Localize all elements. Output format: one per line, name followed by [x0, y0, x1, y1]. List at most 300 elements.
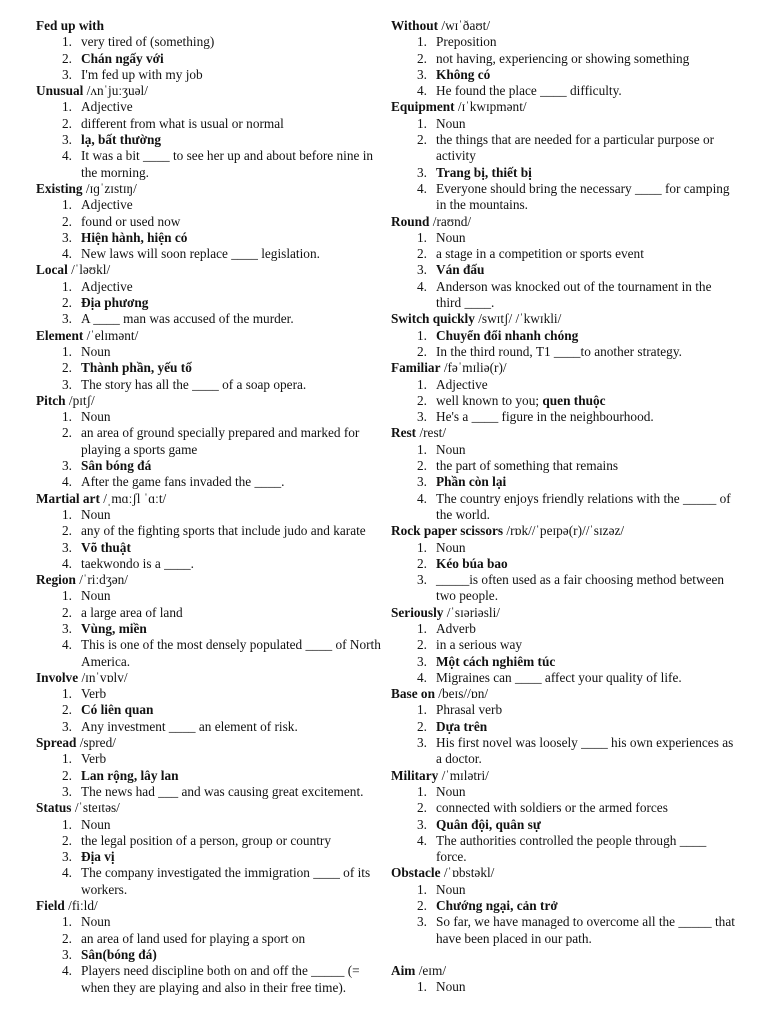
list-text	[81, 507, 111, 522]
list-number: 2.	[417, 718, 427, 734]
list-item	[36, 686, 382, 702]
list-number: 3.	[62, 620, 72, 636]
list-item	[36, 963, 382, 996]
list-number: 2.	[417, 555, 427, 571]
list-item	[391, 800, 736, 816]
list-text-content: Sân bóng đá	[81, 458, 152, 474]
list-text	[436, 817, 541, 832]
vocab-entry	[36, 491, 382, 572]
entry-word: Without	[391, 18, 439, 33]
entry-heading	[36, 898, 382, 914]
vocab-entry	[391, 523, 736, 604]
list-item	[36, 474, 382, 490]
list-number: 4.	[62, 474, 72, 490]
list-text-content: a stage in a competition or sports event	[436, 246, 644, 262]
list-item	[36, 230, 382, 246]
entry-word: Pitch	[36, 392, 66, 408]
list-item	[36, 621, 382, 637]
list-text-content: Kéo búa bao	[436, 555, 508, 571]
entry-list	[36, 686, 382, 735]
entry-pronunciation: /pɪtʃ/	[68, 392, 95, 408]
list-number: 3.	[62, 132, 72, 148]
list-text-content: Migraines can ____ affect your quality of life.	[436, 669, 682, 685]
list-number: 1.	[417, 979, 427, 995]
list-number: 2.	[417, 246, 427, 262]
list-item	[391, 654, 736, 670]
list-item	[36, 425, 382, 458]
list-number: 2.	[62, 425, 72, 441]
entry-heading	[391, 768, 736, 784]
entry-heading	[36, 18, 382, 34]
list-number: 1.	[62, 588, 72, 604]
list-text-content: an area of land used for playing a sport on	[81, 930, 306, 946]
list-number: 4.	[417, 669, 427, 685]
list-text	[436, 344, 682, 359]
list-number: 3.	[417, 914, 427, 930]
list-number: 3.	[62, 539, 72, 555]
list-item	[391, 165, 736, 181]
list-text-content: Verb	[81, 751, 107, 767]
list-text	[81, 148, 373, 179]
entry-pronunciation: /wɪˈðaʊt/	[441, 18, 491, 33]
list-text	[81, 116, 284, 131]
list-text-content: lạ, bất thường	[81, 132, 161, 148]
entry-heading	[391, 686, 736, 702]
list-item	[36, 197, 382, 213]
list-item	[391, 344, 736, 360]
entry-list	[36, 588, 382, 669]
entry-heading	[36, 181, 382, 197]
entry-heading	[391, 605, 736, 621]
list-item	[391, 540, 736, 556]
entry-list	[391, 377, 736, 426]
list-text-content: Lan rộng, lây lan	[81, 767, 179, 783]
entry-heading	[391, 963, 736, 979]
list-text-content: Ván đấu	[436, 262, 485, 278]
translation-text: quen thuộc	[542, 392, 606, 408]
list-item	[36, 214, 382, 230]
list-text	[436, 882, 466, 897]
list-item	[36, 507, 382, 523]
vocab-entry	[36, 181, 382, 262]
entry-pronunciation: /fəˈmɪliə(r)/	[443, 360, 507, 376]
list-number: 1.	[417, 702, 427, 718]
list-number: 2.	[62, 702, 72, 718]
list-text	[436, 393, 606, 408]
list-text	[81, 197, 133, 212]
list-text-content: Noun	[81, 506, 111, 522]
list-item	[36, 458, 382, 474]
list-number: 3.	[417, 409, 427, 425]
entry-word: Region	[36, 572, 76, 588]
list-text	[436, 246, 644, 261]
entry-list	[36, 34, 382, 83]
entry-heading	[36, 83, 382, 99]
list-text	[436, 181, 730, 212]
entry-pronunciation: /ˈɒbstəkl/	[443, 865, 495, 881]
entry-list	[36, 99, 382, 180]
list-number: 1.	[417, 229, 427, 245]
list-text	[81, 621, 147, 636]
entry-word: Equipment	[391, 99, 455, 115]
entry-word: Involve	[36, 669, 79, 685]
list-number: 1.	[62, 409, 72, 425]
list-text-content: Preposition	[436, 34, 497, 50]
list-number: 4.	[417, 490, 427, 506]
list-text-content: different from what is usual or normal	[81, 115, 284, 131]
list-text	[436, 621, 476, 636]
entry-pronunciation: /eɪm/	[418, 962, 447, 978]
entry-list	[36, 197, 382, 262]
vocab-entry	[36, 393, 382, 491]
list-text	[81, 833, 331, 848]
list-text-content: the part of something that remains	[436, 458, 619, 474]
list-text	[436, 474, 506, 489]
vocab-entry	[36, 898, 382, 996]
vocab-entry	[391, 18, 736, 99]
list-text-content: found or used now	[81, 213, 181, 229]
list-number: 4.	[417, 180, 427, 196]
list-number: 2.	[62, 213, 72, 229]
list-text	[81, 344, 111, 359]
list-number: 3.	[417, 572, 427, 588]
entry-heading	[391, 523, 736, 539]
list-text	[81, 523, 366, 538]
list-text	[81, 377, 306, 392]
entry-list	[391, 230, 736, 311]
list-text	[436, 735, 733, 766]
list-text-content: Không có	[436, 66, 491, 82]
list-text-content: Adjective	[436, 376, 488, 392]
list-text-content: The story has all the ____ of a soap opera.	[81, 376, 307, 392]
vocab-entry	[391, 214, 736, 312]
list-number: 1.	[417, 327, 427, 343]
entry-word: Field	[36, 898, 65, 914]
list-text-content: So far, we have managed to overcome all the _____ that have been placed in our path.	[436, 914, 735, 946]
list-text-content: He found the place ____ difficulty.	[436, 83, 622, 99]
list-text	[436, 51, 689, 66]
list-number: 2.	[417, 458, 427, 474]
vocab-entry	[391, 360, 736, 425]
list-item	[391, 377, 736, 393]
list-text	[436, 979, 466, 994]
list-text	[436, 409, 654, 424]
list-number: 2.	[62, 360, 72, 376]
list-number: 3.	[417, 164, 427, 180]
vocab-entry	[391, 99, 736, 213]
list-text	[436, 116, 466, 131]
entry-list	[36, 409, 382, 490]
list-text-content: A ____ man was accused of the murder.	[81, 311, 294, 327]
vocab-entry	[391, 425, 736, 523]
list-number: 1.	[62, 686, 72, 702]
entry-pronunciation: /ˈləʊkl/	[71, 262, 111, 278]
entry-word: Status	[36, 800, 72, 816]
list-text	[81, 719, 298, 734]
list-text	[81, 540, 131, 555]
list-item	[36, 295, 382, 311]
list-item	[391, 181, 736, 214]
entry-heading	[391, 214, 736, 230]
list-number: 1.	[62, 99, 72, 115]
list-text-content: I'm fed up with my job	[81, 66, 203, 82]
list-text-content: Players need discipline both on and off the _____ (= when they are playing and also in their free time).	[81, 963, 360, 995]
list-text	[81, 279, 133, 294]
list-text-content: connected with soldiers or the armed forces	[436, 800, 668, 816]
vocab-entry	[391, 605, 736, 686]
list-number: 3.	[62, 311, 72, 327]
list-text-content: any of the fighting sports that include judo and karate	[81, 523, 366, 539]
list-item	[36, 311, 382, 327]
list-text-content: Noun	[436, 539, 466, 555]
list-number: 3.	[62, 229, 72, 245]
list-item	[391, 491, 736, 524]
entry-pronunciation: /ɪnˈvɒlv/	[81, 669, 128, 685]
list-text-content: very tired of (something)	[81, 34, 215, 50]
list-item	[36, 931, 382, 947]
vocab-entry	[391, 686, 736, 767]
entry-heading	[391, 360, 736, 376]
entry-list	[36, 817, 382, 898]
vocab-entry	[391, 963, 736, 996]
list-number: 2.	[417, 50, 427, 66]
entry-word: Aim	[391, 962, 416, 978]
list-number: 1.	[62, 343, 72, 359]
list-item	[391, 116, 736, 132]
list-text-content: the things that are needed for a particular purpose or activity	[436, 132, 715, 164]
list-text	[81, 605, 183, 620]
list-item	[36, 99, 382, 115]
list-text	[436, 898, 558, 913]
vocab-entry	[36, 735, 382, 800]
list-text-content: It was a bit ____ to see her up and about before nine in the morning.	[81, 148, 374, 180]
list-text-content: not having, experiencing or showing something	[436, 50, 690, 66]
list-item	[36, 51, 382, 67]
list-text-content: in a serious way	[436, 637, 523, 653]
list-text-content: Quân đội, quân sự	[436, 816, 541, 832]
entry-pronunciation: /ˈmɪlətri/	[441, 767, 489, 783]
entry-heading	[36, 572, 382, 588]
list-text	[81, 246, 320, 261]
entry-pronunciation: /ˈsteɪtəs/	[74, 800, 120, 816]
list-number: 2.	[62, 604, 72, 620]
list-item	[391, 328, 736, 344]
list-text-content: Adjective	[81, 99, 133, 115]
list-text	[81, 67, 203, 82]
entry-heading	[36, 800, 382, 816]
list-text	[81, 132, 161, 147]
list-text-content: Địa phương	[81, 295, 149, 311]
entry-list	[391, 116, 736, 214]
entry-word: Round	[391, 213, 430, 229]
list-text	[81, 931, 305, 946]
list-item	[391, 262, 736, 278]
entry-heading	[391, 18, 736, 34]
list-text-content: Dựa trên	[436, 718, 488, 734]
list-text-content: Noun	[436, 881, 466, 897]
list-text	[436, 83, 622, 98]
list-item	[36, 914, 382, 930]
list-item	[36, 116, 382, 132]
list-item	[36, 784, 382, 800]
list-number: 3.	[62, 783, 72, 799]
list-text	[436, 670, 682, 685]
list-text-content: Chuyển đổi nhanh chóng	[436, 327, 579, 343]
vocab-entry	[36, 83, 382, 181]
list-text-content: The authorities controlled the people through ____ force.	[436, 832, 707, 865]
list-text-content: Noun	[436, 979, 466, 995]
list-text-content: Địa vị	[81, 849, 115, 865]
list-item	[391, 882, 736, 898]
list-item	[391, 735, 736, 768]
list-text	[436, 67, 490, 82]
list-text-content: Noun	[81, 914, 111, 930]
list-item	[391, 556, 736, 572]
list-text-content: Chướng ngại, cản trở	[436, 898, 558, 914]
list-text	[81, 637, 381, 668]
entry-pronunciation: /ˈelɪmənt/	[86, 327, 139, 343]
list-text-content: Noun	[436, 115, 466, 131]
list-text	[81, 686, 106, 701]
list-text-content: Có liên quan	[81, 702, 154, 718]
list-item	[391, 132, 736, 165]
entry-list	[391, 784, 736, 865]
list-item	[36, 246, 382, 262]
list-item	[36, 523, 382, 539]
list-text-content: Vùng, miền	[81, 620, 147, 636]
entry-word: Rock paper scissors	[391, 523, 504, 539]
list-item	[36, 132, 382, 148]
entry-pronunciation: /spred/	[79, 735, 116, 751]
entry-pronunciation: /rɒk//ˈpeɪpə(r)//ˈsɪzəz/	[506, 523, 625, 539]
list-item	[36, 34, 382, 50]
entry-heading	[391, 865, 736, 881]
list-text	[436, 377, 488, 392]
list-text-content: The country enjoys friendly relations with the _____ of the world.	[436, 490, 731, 522]
list-number: 1.	[62, 816, 72, 832]
list-item	[36, 409, 382, 425]
list-text	[81, 458, 151, 473]
list-item	[391, 670, 736, 686]
list-number: 3.	[62, 849, 72, 865]
entry-list	[391, 540, 736, 605]
list-text	[436, 491, 731, 522]
list-item	[36, 279, 382, 295]
list-text	[436, 637, 522, 652]
entry-word: Local	[36, 262, 68, 278]
list-text-content: Noun	[436, 441, 466, 457]
entry-pronunciation: /rest/	[419, 425, 447, 441]
list-item	[36, 588, 382, 604]
list-text	[81, 230, 187, 245]
list-item	[36, 751, 382, 767]
list-text-content: Adverb	[436, 620, 476, 636]
list-item	[391, 637, 736, 653]
list-number: 4.	[62, 555, 72, 571]
list-item	[391, 34, 736, 50]
list-text-content: Noun	[436, 783, 466, 799]
vocab-entry	[391, 311, 736, 360]
list-text-content: _____is often used as a fair choosing method between two people.	[436, 572, 725, 604]
list-text	[81, 751, 106, 766]
list-text-content: Phần còn lại	[436, 474, 507, 490]
list-number: 1.	[417, 34, 427, 50]
entry-word: Unusual	[36, 83, 84, 99]
list-number: 3.	[62, 66, 72, 82]
list-text-content: His first novel was loosely ____ his own experiences as a doctor.	[436, 735, 734, 767]
list-text-content: Adjective	[81, 197, 133, 213]
entry-pronunciation: /fiːld/	[68, 898, 98, 914]
entry-heading	[391, 425, 736, 441]
list-number: 2.	[417, 800, 427, 816]
entry-list	[391, 328, 736, 361]
list-text	[81, 865, 370, 896]
list-number: 2.	[417, 898, 427, 914]
list-text-content: Chán ngấy với	[81, 50, 164, 66]
list-number: 1.	[62, 751, 72, 767]
entry-list	[391, 882, 736, 947]
list-number: 1.	[62, 278, 72, 294]
list-text-content: the legal position of a person, group or country	[81, 832, 331, 848]
list-text-content: an area of ground specially prepared and marked for playing a sports game	[81, 425, 360, 457]
entry-pronunciation: /swɪtʃ/ /ˈkwɪkli/	[478, 311, 562, 327]
list-item	[391, 621, 736, 637]
vocab-entry	[391, 865, 736, 946]
list-text-content: In the third round, T1 ____to another strategy.	[436, 343, 682, 359]
list-number: 2.	[417, 132, 427, 148]
vocab-entry	[391, 768, 736, 866]
list-text	[81, 360, 192, 375]
entry-list	[391, 702, 736, 767]
list-item	[36, 817, 382, 833]
list-item	[36, 947, 382, 963]
list-number: 1.	[417, 115, 427, 131]
list-text-content: Verb	[81, 686, 107, 702]
entry-word: Military	[391, 767, 439, 783]
list-number: 2.	[417, 392, 427, 408]
list-number: 3.	[417, 262, 427, 278]
list-text	[81, 474, 284, 489]
spacer	[391, 947, 736, 963]
list-text	[81, 702, 153, 717]
list-number: 3.	[417, 474, 427, 490]
list-text-content: Trang bị, thiết bị	[436, 164, 532, 180]
entry-heading	[36, 328, 382, 344]
list-item	[391, 784, 736, 800]
list-text	[436, 556, 508, 571]
list-text	[81, 963, 360, 994]
list-number: 3.	[417, 66, 427, 82]
list-text	[81, 914, 111, 929]
entry-pronunciation: /ˈriːdʒən/	[79, 572, 128, 588]
list-text-content: Thành phần, yếu tố	[81, 360, 192, 376]
list-item	[36, 702, 382, 718]
list-item	[36, 849, 382, 865]
entry-word: Familiar	[391, 360, 441, 376]
list-item	[391, 409, 736, 425]
list-item	[391, 979, 736, 995]
list-number: 4.	[62, 148, 72, 164]
list-number: 2.	[62, 50, 72, 66]
list-text-content: Anderson was knocked out of the tournament in the third ____.	[436, 278, 712, 311]
list-number: 1.	[62, 197, 72, 213]
list-text	[81, 409, 111, 424]
list-item	[36, 556, 382, 572]
list-text	[436, 262, 484, 277]
list-number: 1.	[417, 620, 427, 636]
entry-word: Existing	[36, 180, 83, 196]
list-text-content: Any investment ____ an element of risk.	[81, 718, 298, 734]
